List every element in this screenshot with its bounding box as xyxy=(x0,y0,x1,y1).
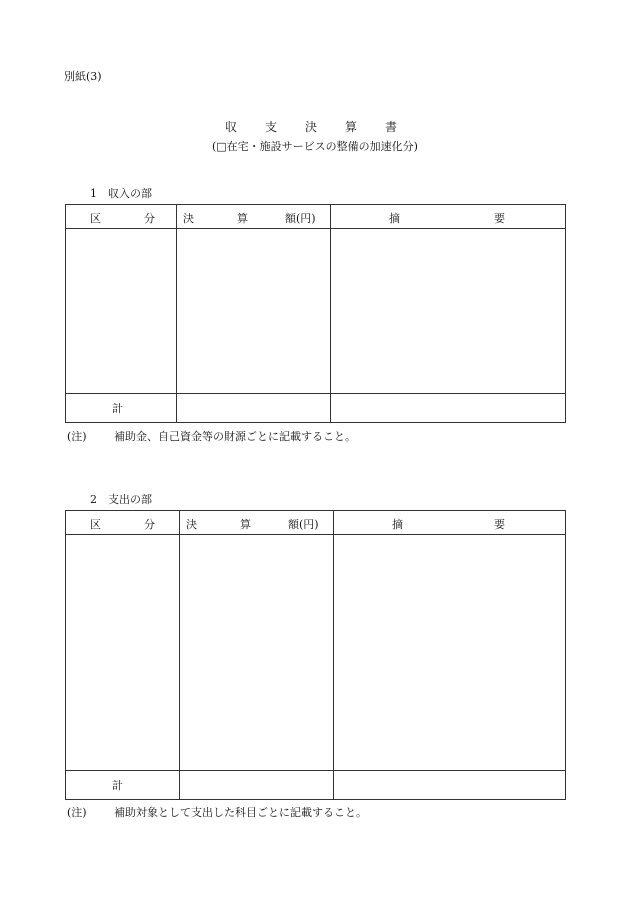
income-note: 補助金、自己資金等の財源ごとに記載すること。 xyxy=(114,430,356,443)
income-col-category-header xyxy=(66,205,177,229)
document-title: 収 支 決 算 書 xyxy=(224,120,405,134)
expense-col-category-header xyxy=(66,511,180,535)
expense-table xyxy=(65,510,566,800)
income-category-cell[interactable] xyxy=(66,229,177,394)
expense-category-cell[interactable] xyxy=(66,535,180,771)
header-char: 算 xyxy=(240,518,251,531)
income-total-label: 計 xyxy=(66,394,177,423)
expense-col-amount-header xyxy=(180,511,334,535)
expense-total-label: 計 xyxy=(66,771,180,800)
header-char: 算 xyxy=(237,212,248,225)
expense-note-prefix: (注) xyxy=(67,806,87,819)
header-char: 額(円) xyxy=(288,518,319,531)
income-section-heading: 1 収入の部 xyxy=(90,187,152,200)
document-subtitle: (□在宅・施設サービスの整備の加速化分) xyxy=(212,140,418,153)
header-char: 分 xyxy=(144,212,155,225)
header-char: 決 xyxy=(183,212,194,225)
header-char: 区 xyxy=(90,212,101,225)
header-char: 額(円) xyxy=(285,212,316,225)
header-char: 区 xyxy=(90,518,101,531)
expense-note: 補助対象として支出した科目ごとに記載すること。 xyxy=(114,806,367,819)
header-char: 要 xyxy=(494,212,505,225)
header-char: 決 xyxy=(186,518,197,531)
income-total-remarks-cell[interactable] xyxy=(331,394,566,423)
expense-col-remarks-header xyxy=(334,511,566,535)
attachment-label: 別紙(3) xyxy=(64,70,102,83)
income-total-amount-cell[interactable] xyxy=(177,394,331,423)
income-note-prefix: (注) xyxy=(67,430,87,443)
expense-section-heading: 2 支出の部 xyxy=(90,493,152,506)
income-table xyxy=(65,204,566,423)
expense-total-remarks-cell[interactable] xyxy=(334,771,566,800)
income-col-amount-header xyxy=(177,205,331,229)
expense-total-amount-cell[interactable] xyxy=(180,771,334,800)
header-char: 摘 xyxy=(389,212,400,225)
expense-amount-cell[interactable] xyxy=(180,535,334,771)
income-remarks-cell[interactable] xyxy=(331,229,566,394)
header-char: 分 xyxy=(144,518,155,531)
header-char: 要 xyxy=(494,518,505,531)
income-amount-cell[interactable] xyxy=(177,229,331,394)
income-col-remarks-header xyxy=(331,205,566,229)
expense-remarks-cell[interactable] xyxy=(334,535,566,771)
header-char: 摘 xyxy=(392,518,403,531)
